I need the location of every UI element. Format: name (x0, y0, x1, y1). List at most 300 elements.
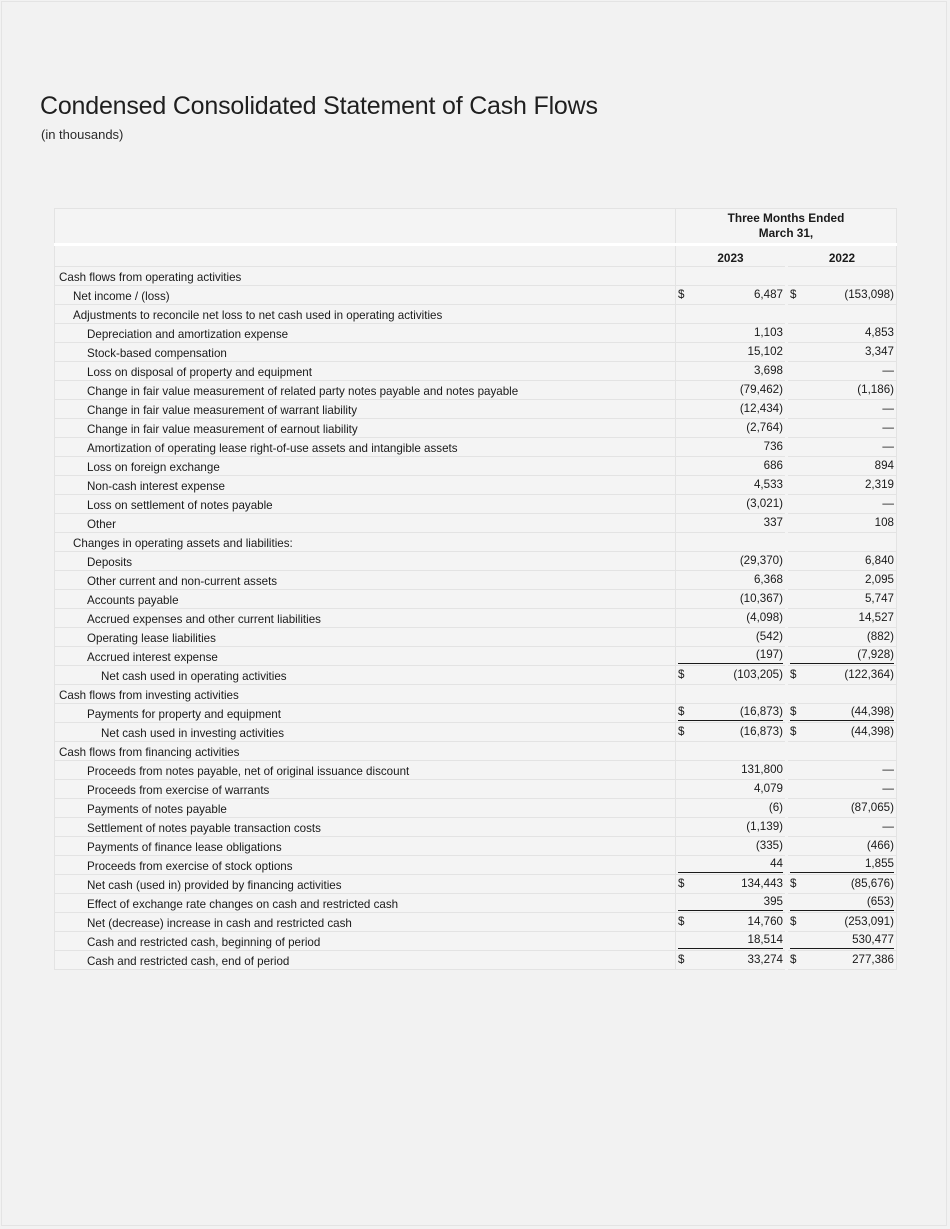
value-wrap (790, 420, 894, 436)
currency-symbol (678, 629, 692, 644)
value-2023: 395 (763, 895, 783, 908)
value-cell-content (676, 363, 785, 380)
value-2023: (10,367) (739, 592, 783, 605)
value-2022: — (882, 820, 894, 833)
value-wrap (790, 629, 894, 645)
value-2022: (653) (866, 895, 894, 908)
value-cell-content (788, 894, 896, 912)
row-label: Accrued expenses and other current liabilities (55, 609, 676, 628)
row-label: Accounts payable (55, 590, 676, 609)
value-wrap (790, 894, 894, 911)
value-wrap (678, 420, 783, 436)
value-cell-content (676, 325, 785, 342)
table-row (55, 951, 897, 970)
value-2023: (79,462) (739, 383, 783, 396)
row-label: Payments of finance lease obligations (55, 837, 676, 856)
currency-symbol (678, 838, 692, 853)
value-wrap (678, 876, 783, 892)
value-2022-cell (787, 533, 897, 552)
value-wrap (678, 363, 783, 379)
value-2023: 337 (763, 516, 783, 529)
currency-symbol (678, 591, 692, 606)
value-cell-content (788, 439, 896, 456)
value-cell-content (788, 952, 896, 969)
value-cell-content (788, 856, 896, 874)
value-2023: 134,443 (741, 877, 783, 890)
value-wrap (678, 287, 783, 303)
currency-symbol: $ (678, 915, 685, 928)
currency-symbol (790, 838, 804, 853)
value-2022-cell (787, 362, 897, 381)
value-wrap (678, 401, 783, 417)
value-2023: (1,139) (746, 820, 783, 833)
value-cell-content (788, 800, 896, 817)
value-2023: (16,873) (739, 725, 783, 738)
value-wrap (678, 667, 783, 683)
value-2022-cell (787, 267, 897, 286)
value-2023-cell (676, 381, 787, 400)
table-row (55, 571, 897, 590)
value-2023-cell (676, 362, 787, 381)
value-2022-cell (787, 856, 897, 875)
table-row (55, 533, 897, 552)
value-wrap (678, 838, 783, 854)
currency-symbol: $ (790, 288, 797, 301)
value-2023: 736 (763, 440, 783, 453)
value-2022-cell (787, 742, 897, 761)
value-2022: — (882, 364, 894, 377)
value-cell-content (676, 572, 785, 589)
value-2023-cell (676, 286, 787, 305)
table-body (55, 267, 897, 970)
header-period-cell (676, 209, 897, 245)
value-2022-cell (787, 343, 897, 362)
value-2022: 894 (874, 459, 894, 472)
value-wrap (790, 591, 894, 607)
value-2023-cell (676, 742, 787, 761)
table-row (55, 837, 897, 856)
currency-symbol (790, 610, 804, 625)
value-wrap (678, 758, 783, 759)
table-row (55, 324, 897, 343)
value-2022: 108 (874, 516, 894, 529)
currency-symbol: $ (678, 877, 685, 890)
value-cell-content (676, 439, 785, 456)
currency-symbol (790, 420, 804, 435)
value-wrap (790, 647, 894, 664)
value-2023-cell (676, 647, 787, 666)
value-cell-content (788, 647, 896, 665)
value-2023: 6,487 (753, 288, 783, 301)
row-label: Net income / (loss) (55, 286, 676, 305)
value-2022: 2,319 (864, 478, 894, 491)
value-2022-cell (787, 647, 897, 666)
value-2022-cell (787, 818, 897, 837)
table-row (55, 761, 897, 780)
table-row (55, 628, 897, 647)
value-cell-content (788, 838, 896, 855)
value-cell-content (788, 762, 896, 779)
value-cell-content (676, 477, 785, 494)
value-2022-cell (787, 875, 897, 894)
value-wrap (790, 321, 894, 322)
table-row (55, 476, 897, 495)
value-wrap (790, 762, 894, 778)
value-wrap (678, 382, 783, 398)
value-2022-cell (787, 419, 897, 438)
value-2022-cell (787, 590, 897, 609)
value-wrap (790, 496, 894, 512)
value-cell-content (676, 704, 785, 722)
currency-symbol (790, 932, 804, 947)
value-2023-cell (676, 400, 787, 419)
value-2023: 18,514 (747, 933, 783, 946)
currency-symbol (678, 344, 692, 359)
value-2023: 4,533 (753, 478, 783, 491)
currency-symbol (678, 610, 692, 625)
table-row (55, 856, 897, 875)
row-label: Net cash used in investing activities (55, 723, 676, 742)
currency-symbol (790, 856, 804, 871)
value-2022-cell (787, 951, 897, 970)
table-row (55, 666, 897, 685)
value-wrap (790, 549, 894, 550)
currency-symbol: $ (678, 668, 685, 681)
currency-symbol: $ (790, 668, 797, 681)
value-2022: — (882, 421, 894, 434)
currency-symbol (790, 762, 804, 777)
value-2022-cell (787, 685, 897, 704)
currency-symbol (678, 932, 692, 947)
table-row (55, 780, 897, 799)
value-wrap (678, 952, 783, 968)
table-row (55, 514, 897, 533)
value-wrap (790, 363, 894, 379)
currency-symbol (678, 553, 692, 568)
value-wrap (790, 287, 894, 303)
currency-symbol (678, 515, 692, 530)
value-2023: (197) (755, 648, 783, 661)
currency-symbol: $ (790, 705, 797, 718)
row-label: Changes in operating assets and liabilities: (55, 533, 676, 552)
value-cell-content (676, 762, 785, 779)
table-header-year-row (55, 245, 897, 267)
value-2022: (122,364) (844, 668, 894, 681)
value-2022-cell (787, 666, 897, 685)
value-2023: (2,764) (746, 421, 783, 434)
value-wrap (790, 701, 894, 702)
value-cell-content (788, 914, 896, 931)
value-cell-content (676, 856, 785, 874)
value-wrap (678, 344, 783, 360)
row-label: Payments for property and equipment (55, 704, 676, 723)
value-wrap (678, 321, 783, 322)
value-wrap (678, 914, 783, 930)
value-2023-cell (676, 932, 787, 951)
row-label: Cash and restricted cash, beginning of period (55, 932, 676, 951)
row-label: Cash and restricted cash, end of period (55, 951, 676, 970)
row-label: Amortization of operating lease right-of-use assets and intangible assets (55, 438, 676, 457)
currency-symbol (678, 401, 692, 416)
value-cell-content (676, 932, 785, 950)
value-2022-cell (787, 894, 897, 913)
value-2022-cell (787, 571, 897, 590)
value-wrap (790, 344, 894, 360)
value-2023-cell (676, 552, 787, 571)
value-wrap (678, 549, 783, 550)
row-label: Change in fair value measurement of related party notes payable and notes payable (55, 381, 676, 400)
value-wrap (790, 952, 894, 968)
value-cell-content (676, 458, 785, 475)
value-wrap (678, 496, 783, 512)
value-2022: (253,091) (844, 915, 894, 928)
value-2023: 4,079 (753, 782, 783, 795)
table-row (55, 609, 897, 628)
value-wrap (790, 838, 894, 854)
value-wrap (678, 572, 783, 588)
value-2023: (29,370) (739, 554, 783, 567)
value-2022-cell (787, 704, 897, 723)
row-label: Accrued interest expense (55, 647, 676, 666)
table-row (55, 875, 897, 894)
value-cell-content (676, 401, 785, 418)
value-wrap (790, 553, 894, 569)
value-2023: (542) (755, 630, 783, 643)
value-cell-content (788, 515, 896, 532)
row-label: Loss on settlement of notes payable (55, 495, 676, 514)
value-2022-cell (787, 400, 897, 419)
table-row (55, 267, 897, 286)
row-label: Change in fair value measurement of earnout liability (55, 419, 676, 438)
value-2023-cell (676, 324, 787, 343)
row-label: Cash flows from financing activities (55, 742, 676, 761)
currency-symbol (790, 591, 804, 606)
value-2022-cell (787, 723, 897, 742)
value-2022: (87,065) (850, 801, 894, 814)
value-wrap (678, 932, 783, 949)
row-label: Net cash (used in) provided by financing activities (55, 875, 676, 894)
currency-symbol (678, 420, 692, 435)
header-period-label: Three Months Ended March 31, (727, 211, 845, 240)
page-title: Condensed Consolidated Statement of Cash Flows (40, 92, 598, 120)
value-wrap (678, 800, 783, 816)
value-2022: 2,095 (864, 573, 894, 586)
value-cell-content (676, 382, 785, 399)
value-cell-content (676, 781, 785, 798)
value-wrap (678, 458, 783, 474)
value-2022-cell (787, 609, 897, 628)
row-label: Non-cash interest expense (55, 476, 676, 495)
page-subtitle: (in thousands) (41, 127, 124, 142)
header-blank-cell (55, 245, 676, 267)
row-label: Proceeds from exercise of stock options (55, 856, 676, 875)
table-header-period-row (55, 209, 897, 245)
value-2023-cell (676, 723, 787, 742)
value-2022: (1,186) (857, 383, 894, 396)
row-label: Operating lease liabilities (55, 628, 676, 647)
row-label: Net cash used in operating activities (55, 666, 676, 685)
value-2023: 14,760 (747, 915, 783, 928)
currency-symbol (678, 856, 692, 871)
value-2022: 3,347 (864, 345, 894, 358)
value-cell-content (788, 819, 896, 836)
value-cell-content (676, 647, 785, 665)
value-2023: 686 (763, 459, 783, 472)
value-cell-content (676, 952, 785, 969)
row-label: Payments of notes payable (55, 799, 676, 818)
value-2022-cell (787, 628, 897, 647)
row-label: Effect of exchange rate changes on cash and restricted cash (55, 894, 676, 913)
table-row (55, 457, 897, 476)
value-2023: (3,021) (746, 497, 783, 510)
value-wrap (790, 458, 894, 474)
value-2022: 6,840 (864, 554, 894, 567)
currency-symbol: $ (678, 288, 685, 301)
value-wrap (678, 553, 783, 569)
value-wrap (678, 591, 783, 607)
currency-symbol: $ (790, 915, 797, 928)
value-2022: (85,676) (850, 877, 894, 890)
value-2022-cell (787, 799, 897, 818)
header-year2-cell (787, 245, 897, 267)
value-2022: 14,527 (858, 611, 894, 624)
table-row (55, 913, 897, 932)
value-wrap (678, 629, 783, 645)
value-wrap (790, 610, 894, 626)
currency-symbol (678, 439, 692, 454)
value-2022: (153,098) (844, 288, 894, 301)
value-2023-cell (676, 875, 787, 894)
value-cell-content (676, 344, 785, 361)
value-2023-cell (676, 628, 787, 647)
value-cell-content (788, 932, 896, 950)
table-row (55, 590, 897, 609)
row-label: Proceeds from exercise of warrants (55, 780, 676, 799)
table-row (55, 723, 897, 742)
value-cell-content (676, 667, 785, 684)
value-2022-cell (787, 913, 897, 932)
value-wrap (790, 724, 894, 740)
header-year-2023: 2023 (717, 251, 744, 265)
value-2023-cell (676, 343, 787, 362)
currency-symbol (790, 496, 804, 511)
value-2022: (466) (866, 839, 894, 852)
currency-symbol (678, 781, 692, 796)
value-wrap (678, 477, 783, 493)
currency-symbol (790, 819, 804, 834)
value-2023-cell (676, 590, 787, 609)
table-row (55, 495, 897, 514)
table-row (55, 343, 897, 362)
value-cell-content (788, 781, 896, 798)
value-wrap (790, 876, 894, 892)
value-2023-cell (676, 894, 787, 913)
row-label: Change in fair value measurement of warrant liability (55, 400, 676, 419)
value-2023-cell (676, 419, 787, 438)
value-2023: (335) (755, 839, 783, 852)
header-year-2022: 2022 (828, 251, 856, 265)
value-wrap (790, 758, 894, 759)
header-year1-cell (676, 245, 787, 267)
table-row (55, 818, 897, 837)
value-wrap (678, 701, 783, 702)
currency-symbol (678, 382, 692, 397)
value-cell-content (676, 610, 785, 627)
currency-symbol (790, 572, 804, 587)
value-2023-cell (676, 761, 787, 780)
value-wrap (790, 572, 894, 588)
value-2023: (6) (768, 801, 783, 814)
value-2023-cell (676, 495, 787, 514)
row-label: Other (55, 514, 676, 533)
value-2023-cell (676, 818, 787, 837)
value-cell-content (676, 800, 785, 817)
value-2023-cell (676, 913, 787, 932)
table-row (55, 894, 897, 913)
value-2023: 15,102 (747, 345, 783, 358)
value-2022: (44,398) (850, 705, 894, 718)
currency-symbol: $ (790, 725, 797, 738)
value-cell-content (788, 572, 896, 589)
currency-symbol: $ (790, 953, 797, 966)
value-2022: — (882, 497, 894, 510)
row-label: Proceeds from notes payable, net of original issuance discount (55, 761, 676, 780)
currency-symbol (790, 800, 804, 815)
value-wrap (790, 477, 894, 493)
value-wrap (790, 439, 894, 455)
currency-symbol (678, 572, 692, 587)
value-wrap (678, 781, 783, 797)
value-2022-cell (787, 552, 897, 571)
value-2023-cell (676, 951, 787, 970)
row-label: Depreciation and amortization expense (55, 324, 676, 343)
value-wrap (678, 610, 783, 626)
value-2022-cell (787, 286, 897, 305)
currency-symbol (678, 363, 692, 378)
value-cell-content (788, 325, 896, 342)
value-2022: (44,398) (850, 725, 894, 738)
value-wrap (678, 819, 783, 835)
value-2022-cell (787, 324, 897, 343)
value-cell-content (788, 458, 896, 475)
value-2023-cell (676, 666, 787, 685)
value-cell-content (788, 667, 896, 684)
value-cell-content (788, 591, 896, 608)
value-2022-cell (787, 761, 897, 780)
table-row (55, 400, 897, 419)
table-row (55, 799, 897, 818)
currency-symbol (790, 781, 804, 796)
value-wrap (678, 325, 783, 341)
currency-symbol (790, 629, 804, 644)
value-2022-cell (787, 932, 897, 951)
value-cell-content (676, 515, 785, 532)
value-2023-cell (676, 514, 787, 533)
value-wrap (790, 781, 894, 797)
value-cell-content (788, 496, 896, 513)
value-2023-cell (676, 856, 787, 875)
row-label: Loss on disposal of property and equipment (55, 362, 676, 381)
value-2022-cell (787, 438, 897, 457)
currency-symbol (790, 401, 804, 416)
value-wrap (790, 325, 894, 341)
table-row (55, 704, 897, 723)
currency-symbol (790, 363, 804, 378)
cash-flow-table (54, 208, 897, 970)
currency-symbol (678, 458, 692, 473)
row-label: Loss on foreign exchange (55, 457, 676, 476)
value-wrap (678, 439, 783, 455)
